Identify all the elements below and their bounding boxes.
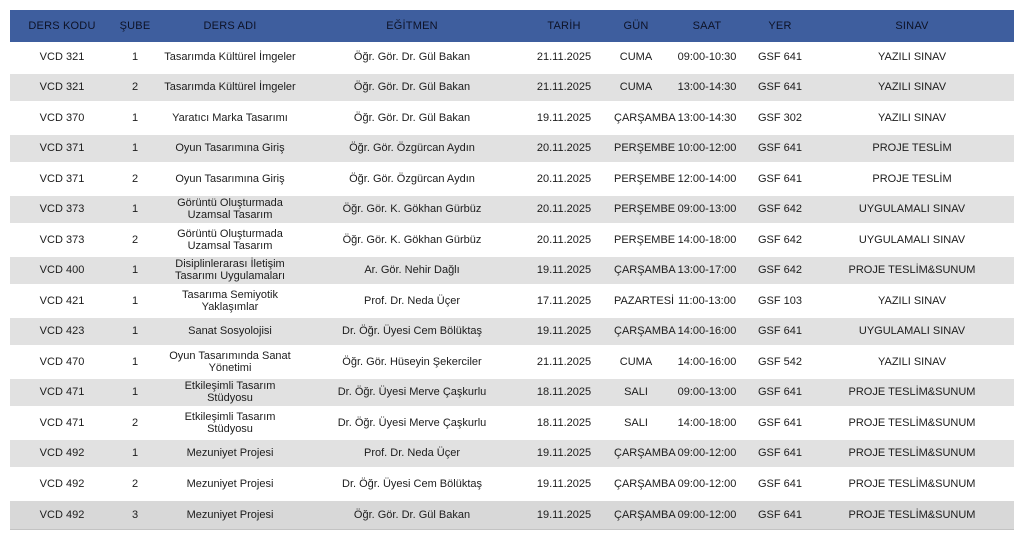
cell-gun: SALI bbox=[608, 408, 664, 439]
table-body bbox=[10, 42, 1014, 530]
cell-ders-adi: Tasarımda Kültürel İmgeler bbox=[156, 42, 304, 73]
cell-gun: ÇARŞAMBA bbox=[608, 103, 664, 134]
cell-egitmen: Öğr. Gör. Özgürcan Aydın bbox=[304, 164, 520, 195]
cell-sinav: YAZILI SINAV bbox=[810, 103, 1014, 134]
cell-tarih: 18.11.2025 bbox=[520, 378, 608, 409]
cell-sube: 1 bbox=[114, 439, 156, 470]
cell-sube: 2 bbox=[114, 225, 156, 256]
cell-egitmen: Dr. Öğr. Üyesi Merve Çaşkurlu bbox=[304, 408, 520, 439]
cell-yer: GSF 641 bbox=[750, 439, 810, 470]
cell-ders-kodu: VCD 423 bbox=[10, 317, 114, 348]
cell-ders-adi: Etkileşimli Tasarım Stüdyosu bbox=[156, 408, 304, 439]
column-header-saat: SAAT bbox=[664, 10, 750, 42]
cell-sinav: PROJE TESLİM bbox=[810, 134, 1014, 165]
cell-gun: CUMA bbox=[608, 73, 664, 104]
table-row bbox=[10, 225, 1014, 256]
cell-egitmen: Dr. Öğr. Üyesi Cem Bölüktaş bbox=[304, 469, 520, 500]
cell-ders-kodu: VCD 471 bbox=[10, 408, 114, 439]
cell-tarih: 20.11.2025 bbox=[520, 134, 608, 165]
cell-sinav: UYGULAMALI SINAV bbox=[810, 225, 1014, 256]
cell-sinav: PROJE TESLİM&SUNUM bbox=[810, 256, 1014, 287]
cell-saat: 09:00-13:00 bbox=[664, 378, 750, 409]
cell-ders-kodu: VCD 321 bbox=[10, 73, 114, 104]
cell-yer: GSF 542 bbox=[750, 347, 810, 378]
cell-saat: 09:00-12:00 bbox=[664, 439, 750, 470]
cell-sube: 1 bbox=[114, 134, 156, 165]
cell-gun: ÇARŞAMBA bbox=[608, 439, 664, 470]
cell-saat: 09:00-13:00 bbox=[664, 195, 750, 226]
cell-yer: GSF 642 bbox=[750, 256, 810, 287]
cell-ders-kodu: VCD 492 bbox=[10, 469, 114, 500]
cell-yer: GSF 641 bbox=[750, 42, 810, 73]
cell-egitmen: Öğr. Gör. Dr. Gül Bakan bbox=[304, 103, 520, 134]
cell-ders-kodu: VCD 371 bbox=[10, 134, 114, 165]
table-row bbox=[10, 378, 1014, 409]
cell-gun: ÇARŞAMBA bbox=[608, 256, 664, 287]
table-row bbox=[10, 103, 1014, 134]
cell-ders-adi: Oyun Tasarımına Giriş bbox=[156, 134, 304, 165]
cell-egitmen: Öğr. Gör. Hüseyin Şekerciler bbox=[304, 347, 520, 378]
cell-tarih: 19.11.2025 bbox=[520, 439, 608, 470]
cell-ders-adi: Etkileşimli Tasarım Stüdyosu bbox=[156, 378, 304, 409]
cell-yer: GSF 641 bbox=[750, 73, 810, 104]
column-header-sube: ŞUBE bbox=[114, 10, 156, 42]
cell-ders-adi: Mezuniyet Projesi bbox=[156, 439, 304, 470]
cell-ders-adi: Oyun Tasarımına Giriş bbox=[156, 164, 304, 195]
cell-egitmen: Ar. Gör. Nehir Dağlı bbox=[304, 256, 520, 287]
cell-sinav: PROJE TESLİM&SUNUM bbox=[810, 469, 1014, 500]
cell-sinav: PROJE TESLİM&SUNUM bbox=[810, 439, 1014, 470]
cell-egitmen: Öğr. Gör. Dr. Gül Bakan bbox=[304, 73, 520, 104]
exam-schedule bbox=[10, 10, 1014, 530]
cell-ders-kodu: VCD 470 bbox=[10, 347, 114, 378]
cell-yer: GSF 641 bbox=[750, 317, 810, 348]
cell-sube: 1 bbox=[114, 42, 156, 73]
cell-yer: GSF 642 bbox=[750, 195, 810, 226]
cell-sube: 2 bbox=[114, 408, 156, 439]
cell-ders-adi: Oyun Tasarımında Sanat Yönetimi bbox=[156, 347, 304, 378]
cell-yer: GSF 302 bbox=[750, 103, 810, 134]
cell-gun: PERŞEMBE bbox=[608, 164, 664, 195]
cell-gun: ÇARŞAMBA bbox=[608, 317, 664, 348]
column-header-sinav: SINAV bbox=[810, 10, 1014, 42]
table-row bbox=[10, 408, 1014, 439]
cell-saat: 14:00-18:00 bbox=[664, 225, 750, 256]
cell-yer: GSF 103 bbox=[750, 286, 810, 317]
cell-gun: PERŞEMBE bbox=[608, 134, 664, 165]
cell-tarih: 19.11.2025 bbox=[520, 317, 608, 348]
table-row bbox=[10, 256, 1014, 287]
table-row bbox=[10, 42, 1014, 73]
cell-sube: 1 bbox=[114, 103, 156, 134]
cell-sinav: YAZILI SINAV bbox=[810, 73, 1014, 104]
cell-sinav: PROJE TESLİM bbox=[810, 164, 1014, 195]
cell-saat: 13:00-17:00 bbox=[664, 256, 750, 287]
cell-tarih: 20.11.2025 bbox=[520, 225, 608, 256]
cell-gun: ÇARŞAMBA bbox=[608, 500, 664, 531]
table-row bbox=[10, 73, 1014, 104]
cell-sube: 2 bbox=[114, 469, 156, 500]
cell-ders-kodu: VCD 321 bbox=[10, 42, 114, 73]
cell-gun: PAZARTESİ bbox=[608, 286, 664, 317]
cell-egitmen: Prof. Dr. Neda Üçer bbox=[304, 286, 520, 317]
table-row bbox=[10, 347, 1014, 378]
cell-gun: CUMA bbox=[608, 347, 664, 378]
cell-gun: SALI bbox=[608, 378, 664, 409]
cell-ders-kodu: VCD 370 bbox=[10, 103, 114, 134]
cell-sinav: PROJE TESLİM&SUNUM bbox=[810, 500, 1014, 531]
cell-gun: ÇARŞAMBA bbox=[608, 469, 664, 500]
cell-sinav: UYGULAMALI SINAV bbox=[810, 317, 1014, 348]
cell-sube: 2 bbox=[114, 164, 156, 195]
cell-saat: 11:00-13:00 bbox=[664, 286, 750, 317]
column-header-ders-kodu: DERS KODU bbox=[10, 10, 114, 42]
cell-egitmen: Dr. Öğr. Üyesi Cem Bölüktaş bbox=[304, 317, 520, 348]
cell-egitmen: Prof. Dr. Neda Üçer bbox=[304, 439, 520, 470]
cell-tarih: 18.11.2025 bbox=[520, 408, 608, 439]
cell-yer: GSF 642 bbox=[750, 225, 810, 256]
cell-tarih: 21.11.2025 bbox=[520, 347, 608, 378]
cell-ders-adi: Tasarıma Semiyotik Yaklaşımlar bbox=[156, 286, 304, 317]
cell-ders-adi: Mezuniyet Projesi bbox=[156, 469, 304, 500]
cell-ders-kodu: VCD 421 bbox=[10, 286, 114, 317]
cell-saat: 14:00-18:00 bbox=[664, 408, 750, 439]
cell-saat: 09:00-12:00 bbox=[664, 500, 750, 531]
cell-yer: GSF 641 bbox=[750, 134, 810, 165]
table-row bbox=[10, 317, 1014, 348]
column-header-gun: GÜN bbox=[608, 10, 664, 42]
cell-sube: 1 bbox=[114, 317, 156, 348]
cell-sinav: PROJE TESLİM&SUNUM bbox=[810, 408, 1014, 439]
cell-saat: 13:00-14:30 bbox=[664, 73, 750, 104]
cell-ders-adi: Tasarımda Kültürel İmgeler bbox=[156, 73, 304, 104]
cell-sube: 1 bbox=[114, 256, 156, 287]
cell-yer: GSF 641 bbox=[750, 164, 810, 195]
cell-gun: PERŞEMBE bbox=[608, 195, 664, 226]
table-row bbox=[10, 164, 1014, 195]
column-header-yer: YER bbox=[750, 10, 810, 42]
cell-egitmen: Öğr. Gör. Dr. Gül Bakan bbox=[304, 42, 520, 73]
cell-sube: 1 bbox=[114, 378, 156, 409]
cell-ders-adi: Görüntü Oluşturmada Uzamsal Tasarım bbox=[156, 225, 304, 256]
cell-saat: 12:00-14:00 bbox=[664, 164, 750, 195]
column-header-egitmen: EĞİTMEN bbox=[304, 10, 520, 42]
cell-ders-kodu: VCD 492 bbox=[10, 439, 114, 470]
cell-ders-adi: Disiplinlerarası İletişim Tasarımı Uygulamaları bbox=[156, 256, 304, 287]
cell-tarih: 19.11.2025 bbox=[520, 469, 608, 500]
cell-gun: PERŞEMBE bbox=[608, 225, 664, 256]
cell-saat: 09:00-12:00 bbox=[664, 469, 750, 500]
cell-tarih: 21.11.2025 bbox=[520, 73, 608, 104]
table-row bbox=[10, 469, 1014, 500]
cell-tarih: 17.11.2025 bbox=[520, 286, 608, 317]
table-row bbox=[10, 195, 1014, 226]
cell-ders-kodu: VCD 373 bbox=[10, 195, 114, 226]
cell-ders-kodu: VCD 371 bbox=[10, 164, 114, 195]
cell-egitmen: Öğr. Gör. Dr. Gül Bakan bbox=[304, 500, 520, 531]
cell-yer: GSF 641 bbox=[750, 500, 810, 531]
cell-tarih: 19.11.2025 bbox=[520, 256, 608, 287]
cell-ders-kodu: VCD 400 bbox=[10, 256, 114, 287]
cell-ders-kodu: VCD 471 bbox=[10, 378, 114, 409]
table-row bbox=[10, 439, 1014, 470]
cell-yer: GSF 641 bbox=[750, 469, 810, 500]
cell-tarih: 19.11.2025 bbox=[520, 103, 608, 134]
table-row bbox=[10, 134, 1014, 165]
table-row bbox=[10, 286, 1014, 317]
cell-sube: 1 bbox=[114, 195, 156, 226]
cell-gun: CUMA bbox=[608, 42, 664, 73]
exam-schedule-table bbox=[10, 10, 1014, 530]
cell-saat: 14:00-16:00 bbox=[664, 317, 750, 348]
table-row bbox=[10, 500, 1014, 531]
cell-ders-adi: Sanat Sosyolojisi bbox=[156, 317, 304, 348]
cell-tarih: 20.11.2025 bbox=[520, 164, 608, 195]
cell-ders-adi: Görüntü Oluşturmada Uzamsal Tasarım bbox=[156, 195, 304, 226]
cell-tarih: 20.11.2025 bbox=[520, 195, 608, 226]
cell-sinav: PROJE TESLİM&SUNUM bbox=[810, 378, 1014, 409]
cell-tarih: 21.11.2025 bbox=[520, 42, 608, 73]
cell-saat: 10:00-12:00 bbox=[664, 134, 750, 165]
cell-egitmen: Öğr. Gör. K. Gökhan Gürbüz bbox=[304, 195, 520, 226]
cell-ders-kodu: VCD 373 bbox=[10, 225, 114, 256]
cell-sinav: YAZILI SINAV bbox=[810, 347, 1014, 378]
cell-yer: GSF 641 bbox=[750, 378, 810, 409]
cell-ders-kodu: VCD 492 bbox=[10, 500, 114, 531]
cell-saat: 14:00-16:00 bbox=[664, 347, 750, 378]
cell-ders-adi: Mezuniyet Projesi bbox=[156, 500, 304, 531]
cell-saat: 13:00-14:30 bbox=[664, 103, 750, 134]
cell-sube: 1 bbox=[114, 347, 156, 378]
cell-yer: GSF 641 bbox=[750, 408, 810, 439]
header-row bbox=[10, 10, 1014, 42]
cell-sube: 2 bbox=[114, 73, 156, 104]
cell-egitmen: Öğr. Gör. Özgürcan Aydın bbox=[304, 134, 520, 165]
cell-egitmen: Öğr. Gör. K. Gökhan Gürbüz bbox=[304, 225, 520, 256]
cell-sinav: UYGULAMALI SINAV bbox=[810, 195, 1014, 226]
cell-ders-adi: Yaratıcı Marka Tasarımı bbox=[156, 103, 304, 134]
cell-saat: 09:00-10:30 bbox=[664, 42, 750, 73]
cell-sinav: YAZILI SINAV bbox=[810, 42, 1014, 73]
cell-egitmen: Dr. Öğr. Üyesi Merve Çaşkurlu bbox=[304, 378, 520, 409]
cell-tarih: 19.11.2025 bbox=[520, 500, 608, 531]
table-header bbox=[10, 10, 1014, 42]
cell-sinav: YAZILI SINAV bbox=[810, 286, 1014, 317]
column-header-ders-adi: DERS ADI bbox=[156, 10, 304, 42]
cell-sube: 3 bbox=[114, 500, 156, 531]
cell-sube: 1 bbox=[114, 286, 156, 317]
column-header-tarih: TARİH bbox=[520, 10, 608, 42]
